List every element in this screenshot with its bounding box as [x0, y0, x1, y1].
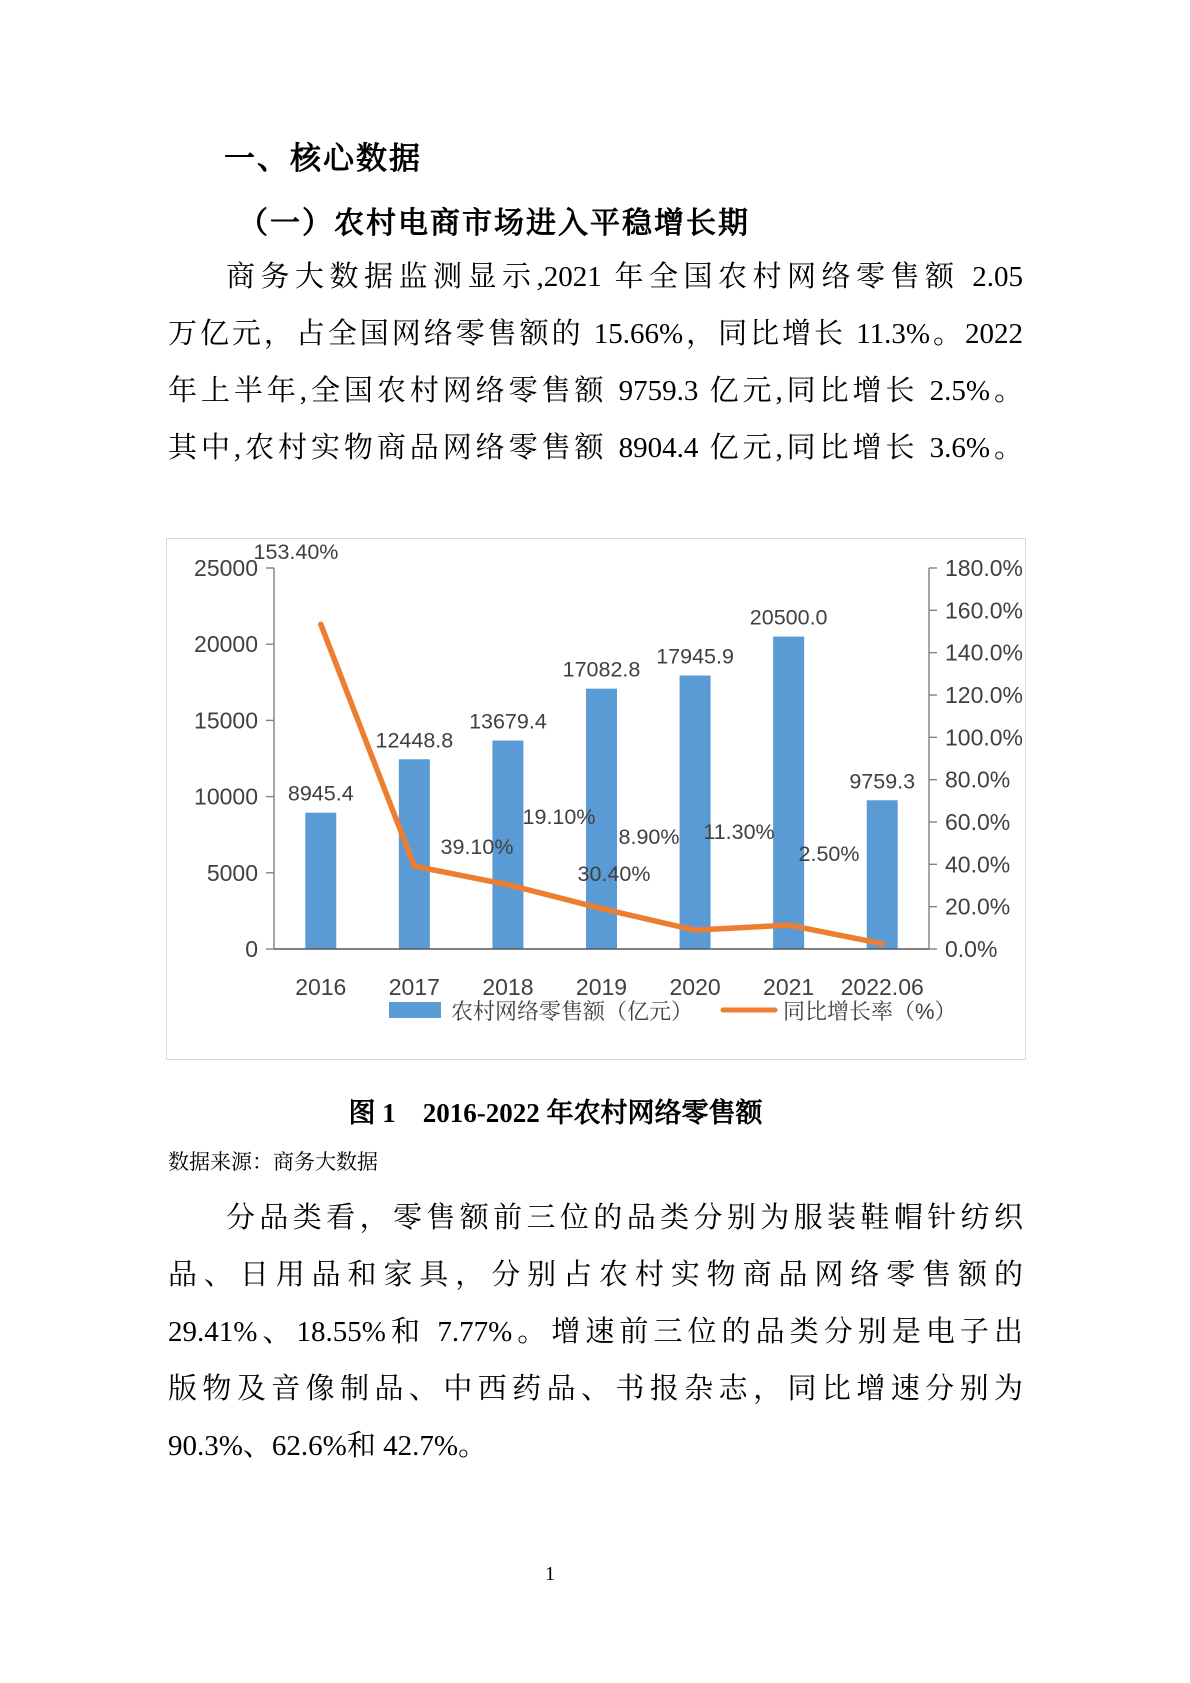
bar-2017 [399, 759, 430, 949]
bar-value-label: 17082.8 [562, 657, 641, 682]
right-axis-tick-label: 0.0% [945, 936, 998, 962]
paragraph-line: 29.41%、18.55%和 7.77%。增速前三位的品类分别是电子出 [168, 1316, 1023, 1348]
line-value-label: 19.10% [522, 805, 596, 829]
line-value-label: 2.50% [798, 842, 860, 866]
left-axis-tick-label: 25000 [194, 555, 258, 581]
bar-value-label: 12448.8 [375, 728, 454, 753]
legend-bar-swatch [389, 1002, 441, 1018]
subsection-heading: （一）农村电商市场进入平稳增长期 [238, 207, 750, 240]
x-axis-label: 2018 [482, 974, 534, 1000]
right-axis-tick-label: 160.0% [945, 597, 1024, 624]
right-axis-tick-label: 40.0% [945, 851, 1011, 878]
figure-caption: 图 1 2016-2022 年农村网络零售额 [348, 1098, 763, 1128]
legend-bar-label: 农村网络零售额（亿元） [451, 999, 694, 1024]
legend-line-label: 同比增长率（%） [783, 999, 957, 1024]
left-axis-tick-label: 10000 [194, 783, 258, 810]
left-axis-tick-label: 15000 [194, 707, 258, 734]
right-axis-tick-label: 100.0% [945, 724, 1024, 751]
left-axis-tick-label: 20000 [194, 631, 258, 658]
paragraph-2 [168, 1190, 1023, 1475]
right-axis-tick-label: 180.0% [945, 555, 1024, 581]
line-value-label: 11.30% [703, 820, 775, 844]
right-axis-tick-label: 60.0% [945, 809, 1011, 835]
paragraph-line: 分品类看，零售额前三位的品类分别为服装鞋帽针纺织 [226, 1202, 1023, 1234]
bar-2016 [305, 813, 336, 949]
x-axis-label: 2017 [388, 974, 440, 1000]
line-value-label: 8.90% [618, 825, 680, 849]
paragraph-line: 商务大数据监测显示,2021 年全国农村网络零售额 2.05 [226, 261, 1023, 293]
line-value-label: 30.40% [577, 862, 651, 886]
right-axis-tick-label: 140.0% [945, 639, 1024, 666]
line-value-label: 153.40% [253, 540, 339, 564]
paragraph-line: 品、日用品和家具，分别占农村实物商品网络零售额的 [168, 1259, 1023, 1291]
bar-value-label: 8945.4 [287, 781, 354, 806]
page-number: 1 [545, 1563, 555, 1585]
x-axis-label: 2022.06 [840, 974, 924, 1000]
right-axis-tick-label: 80.0% [945, 766, 1011, 793]
paragraph-line: 其中,农村实物商品网络零售额 8904.4 亿元,同比增长 3.6%。 [168, 432, 1023, 464]
bar-value-label: 17945.9 [656, 644, 734, 669]
left-axis-tick-label: 5000 [206, 859, 258, 886]
bar-2021 [773, 637, 804, 949]
line-value-label: 39.10% [440, 835, 514, 859]
paragraph-line: 版物及音像制品、中西药品、书报杂志，同比增速分别为 [168, 1373, 1023, 1405]
x-axis-label: 2016 [295, 974, 347, 1000]
paragraph-line: 90.3%、62.6%和 42.7%。 [168, 1430, 487, 1462]
figure-1-chart [166, 538, 1026, 1060]
bar-2020 [680, 676, 711, 949]
bar-value-label: 20500.0 [749, 605, 828, 630]
section-heading: 一、核心数据 [224, 141, 422, 176]
bar-2022.06 [867, 800, 898, 949]
bar-value-label: 13679.4 [469, 709, 547, 734]
x-axis-label: 2021 [763, 974, 815, 1000]
data-source-note: 数据来源：商务大数据 [168, 1150, 378, 1174]
paragraph-line: 年上半年,全国农村网络零售额 9759.3 亿元,同比增长 2.5%。 [168, 375, 1023, 407]
right-axis-tick-label: 120.0% [945, 682, 1024, 708]
bar-value-label: 9759.3 [849, 769, 916, 794]
paragraph-line: 万亿元，占全国网络零售额的 15.66%，同比增长 11.3%。2022 [168, 318, 1023, 350]
x-axis-label: 2020 [669, 974, 721, 1000]
x-axis-label: 2019 [575, 974, 628, 1000]
right-axis-tick-label: 20.0% [945, 893, 1011, 920]
paragraph-1 [168, 249, 1023, 477]
combo-chart-svg [167, 539, 1025, 1059]
left-axis-tick-label: 0 [245, 936, 258, 962]
